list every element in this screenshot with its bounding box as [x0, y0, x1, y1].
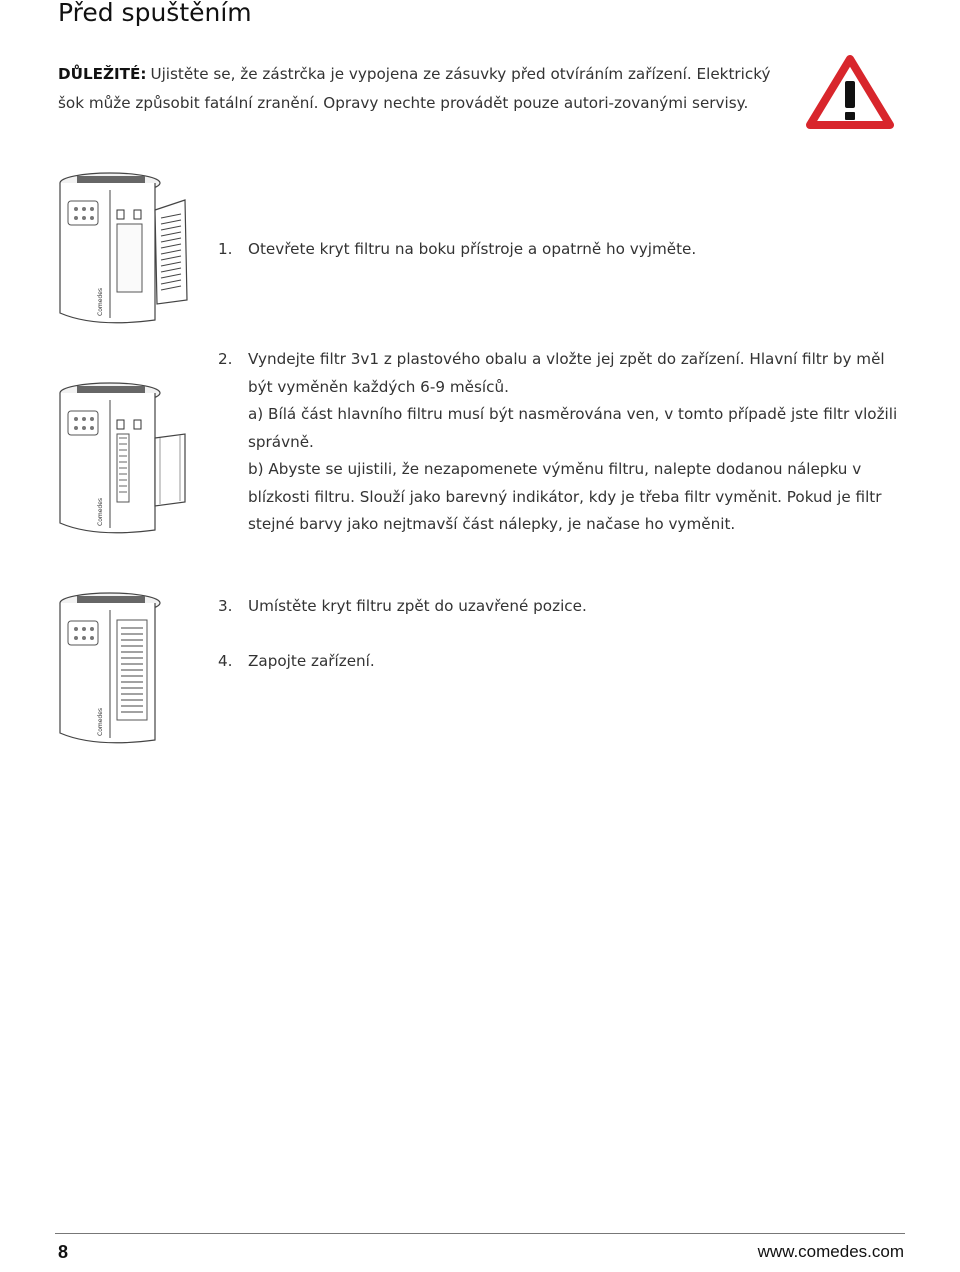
warning-triangle-icon — [805, 53, 895, 131]
step-2 — [218, 346, 908, 539]
device-closed-illustration — [55, 588, 195, 748]
closed-filter-cover — [117, 620, 147, 720]
filter-3in1 — [155, 434, 185, 506]
step-text: Otevřete kryt filtru na boku přístroje a opatrně ho vyjměte. — [248, 240, 697, 258]
step-text: Zapojte zařízení. — [248, 652, 375, 670]
step-number: 2. — [218, 350, 233, 368]
website-url: www.comedes.com — [757, 1242, 904, 1261]
filter-cover — [155, 200, 187, 304]
warning-label: DŮLEŽITÉ: — [58, 65, 147, 83]
device-body — [60, 393, 155, 533]
device-filter-illustration — [55, 378, 195, 538]
step-text-b: b) Abyste se ujistili, že nezapomenete výměnu filtru, nalepte dodanou nálepku v blízkosti filtru. Slouží jako barevný indikátor, kdy je třeba filtr vyměnit. Pokud je filtr stejné barvy jako nejtmavší část nálepky, je načase ho vyměnit. — [248, 460, 882, 533]
page-title: Před spuštěním — [58, 0, 252, 27]
step-1 — [218, 236, 908, 264]
step-number: 3. — [218, 597, 233, 615]
step-text: Vyndejte filtr 3v1 z plastového obalu a vložte jej zpět do zařízení. Hlavní filtr by měl být vyměněn každých 6-9 měsíců. — [248, 350, 885, 396]
step-text: Umístěte kryt filtru zpět do uzavřené pozice. — [248, 597, 587, 615]
step-number: 4. — [218, 652, 233, 670]
step-text-a: a) Bílá část hlavního filtru musí být nasměrována ven, v tomto případě jste filtr vložili správně. — [248, 405, 898, 451]
brand-label: Comedes — [97, 707, 104, 736]
brand-label: Comedes — [97, 497, 104, 526]
filter-opening — [117, 224, 142, 292]
footer-divider — [55, 1233, 905, 1234]
step-4 — [218, 648, 908, 676]
step-3 — [218, 593, 908, 621]
filter-slot — [117, 434, 129, 502]
device-open-cover-illustration — [55, 168, 195, 328]
warning-text: Ujistěte se, že zástrčka je vypojena ze zásuvky před otvíráním zařízení. Elektrický šok může způsobit fatální zranění. Opravy nechte provádět pouze autori-zovanými servisy. — [58, 65, 771, 112]
page-number: 8 — [58, 1242, 69, 1262]
brand-label: Comedes — [97, 287, 104, 316]
step-number: 1. — [218, 240, 233, 258]
important-warning — [58, 60, 788, 118]
